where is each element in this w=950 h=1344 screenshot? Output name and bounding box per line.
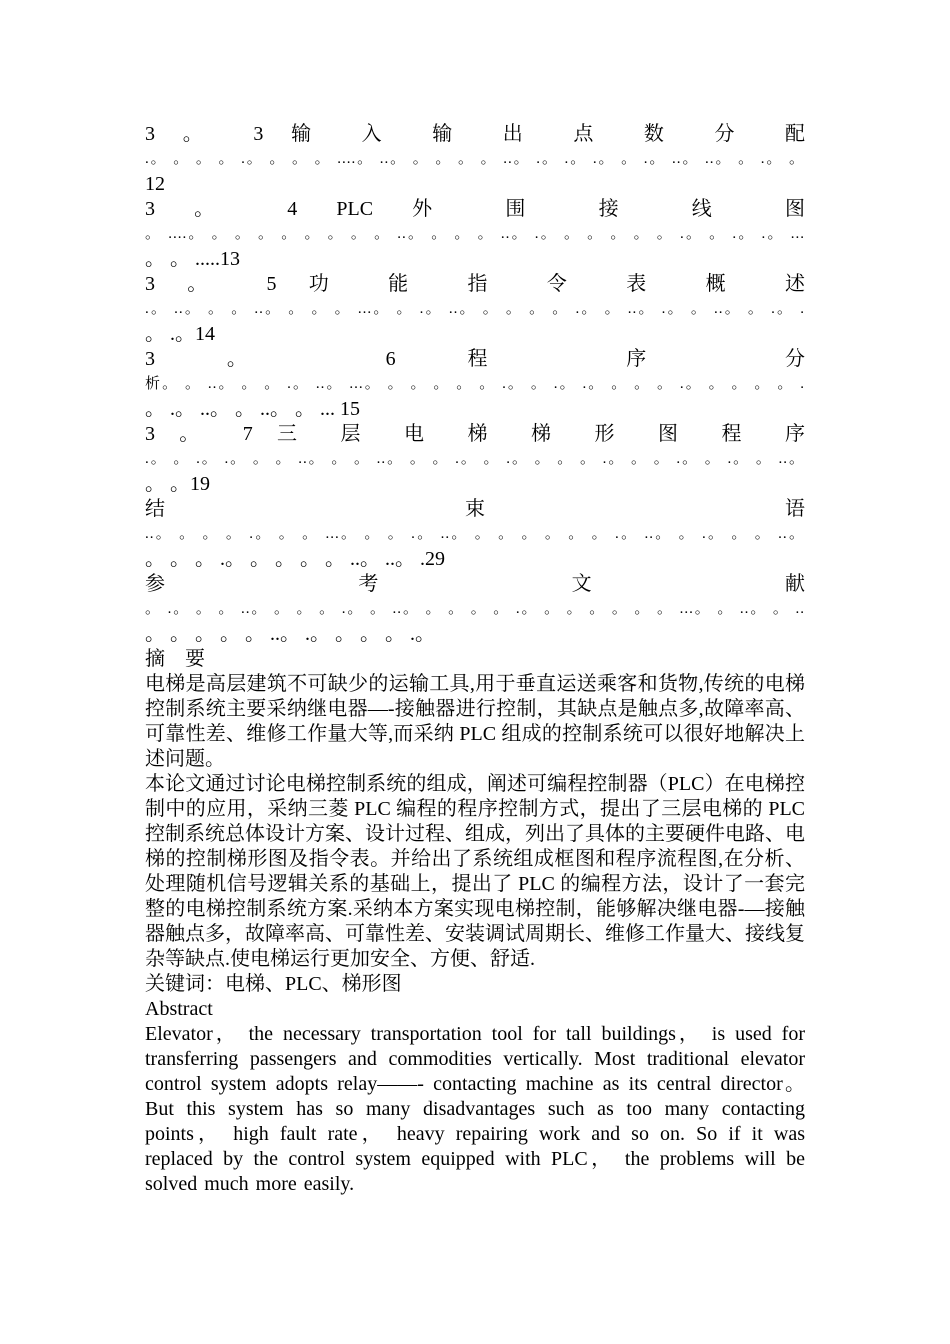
page-content (145, 122, 805, 1197)
toc-entry[interactable] (145, 347, 805, 422)
toc-entry-title: 3 。 3 输 入 输 出 点 数 分 配 (145, 123, 805, 145)
toc-entry-title: 3 。 7 三 层 电 梯 梯 形 图 程 序 (145, 423, 805, 445)
toc-entry-title: 结 束 语 (145, 498, 805, 520)
abstract-paragraph-en: Elevator， the necessary transportation tool for tall buildings， is used for transferring passengers and commodities vertically. Most traditional elevator control system adopts relay——- contacting machine as its central director。 But this system has so many disadvantages such as too many contacting points， high fault rate， heavy repairing work and so on. So if it was replaced by the control system equipped with PLC， the problems will be solved much more easily. (145, 1023, 805, 1195)
keywords-line: 关键词：电梯、PLC、梯形图 (145, 973, 402, 995)
toc-page-number: 12 (145, 173, 165, 195)
abstract-heading: 摘 要 (145, 648, 205, 670)
toc-entry[interactable] (145, 272, 805, 347)
toc-entry[interactable] (145, 122, 805, 197)
toc-entry[interactable] (145, 497, 805, 572)
chinese-abstract (145, 647, 805, 997)
toc-leader-dots: 析。 。 ..。 。 。 .。 ..。 ...。 。 。 。 。 。 .。 。 .。 .。 。 。 。 .。 。 。 。 。 . (145, 376, 805, 392)
toc-page-number: 。 。 。 。 。 ..。 .。 。 。 。 .。 (145, 623, 435, 645)
abstract-paragraph: 电梯是高层建筑不可缺少的运输工具,用于垂直运送乘客和货物,传统的电梯控制系统主要采纳继电器—-接触器进行控制，其缺点是触点多,故障率高、可靠性差、维修工作量大等,而采纳 PLC 组成的控制系统可以很好地解决上述问题。 (145, 673, 805, 770)
toc-entry-title: 3 。 5 功 能 指 令 表 概 述 (145, 273, 805, 295)
abstract-heading-en: Abstract (145, 998, 213, 1020)
toc-page-number: 。 。 .....13 (145, 248, 240, 270)
toc-page-number: 。 .。14 (145, 323, 215, 345)
toc-entry[interactable] (145, 572, 805, 647)
table-of-contents (145, 122, 805, 647)
toc-entry-title: 参 考 文 献 (145, 573, 805, 595)
toc-leader-dots: .。 ..。 。 。 ..。 。 。 。 ...。 。 .。 ..。 。 。 。 。 .。 。 ..。 .。 。 ..。 。 .。 . (145, 301, 805, 317)
english-abstract (145, 997, 805, 1197)
toc-page-number: 。 。 。 .。 。 。 。 。 ..。 ..。 .29 (145, 548, 445, 570)
toc-page-number: 。 .。 ..。 。 ..。 。 ... 15 (145, 398, 360, 420)
toc-entry[interactable] (145, 197, 805, 272)
toc-page-number: 。 。19 (145, 473, 210, 495)
toc-leader-dots: 。 .。 。 。 ..。 。 。 。 .。 。 ..。 。 。 。 。 .。 。 。 。 。 。 。 ...。 。 ..。 。 .. (145, 601, 805, 617)
toc-leader-dots: 。 ....。 。 。 。 。 。 。 。 。 ..。 。 。 。 ..。 .。 。 。 。 。 。 .。 。 .。 .。 ... (145, 226, 805, 242)
toc-leader-dots: .。 。 .。 .。 。 。 ..。 。 。 ..。 。 。 .。 。 .。 。 。 。 .。 。 。 .。 。 .。 。 ..。 (145, 451, 805, 467)
toc-entry-title: 3 。 4 PLC 外 围 接 线 图 (145, 198, 805, 220)
abstract-paragraph: 本论文通过讨论电梯控制系统的组成，阐述可编程控制器（PLC）在电梯控制中的应用，采纳三菱 PLC 编程的程序控制方式，提出了三层电梯的 PLC 控制系统总体设计方案、设计过程、组成，列出了具体的主要硬件电路、电梯的控制梯形图及指令表。并给出了系统组成框图和程序流程图,在分析、处理随机信号逻辑关系的基础上，提出了 PLC 的编程方法，设计了一套完整的电梯控制系统方案.采纳本方案实现电梯控制，能够解决继电器-—接触器触点多，故障率高、可靠性差、安装调试周期长、维修工作量大、接线复杂等缺点.使电梯运行更加安全、方便、舒适. (145, 773, 805, 970)
toc-entry-title: 3 。 6 程 序 分 (145, 348, 805, 370)
toc-leader-dots: ..。 。 。 。 .。 。 。 ...。 。 。 .。 ..。 。 。 。 。 。 。 .。 ..。 。 .。 。 。 ..。 (145, 526, 805, 542)
toc-leader-dots: .。 。 。 。 .。 。 。 。 ....。 ..。 。 。 。 。 ..。 .。 .。 .。 。 .。 ..。 ..。 。 .。 。 (145, 151, 805, 167)
toc-entry[interactable] (145, 422, 805, 497)
